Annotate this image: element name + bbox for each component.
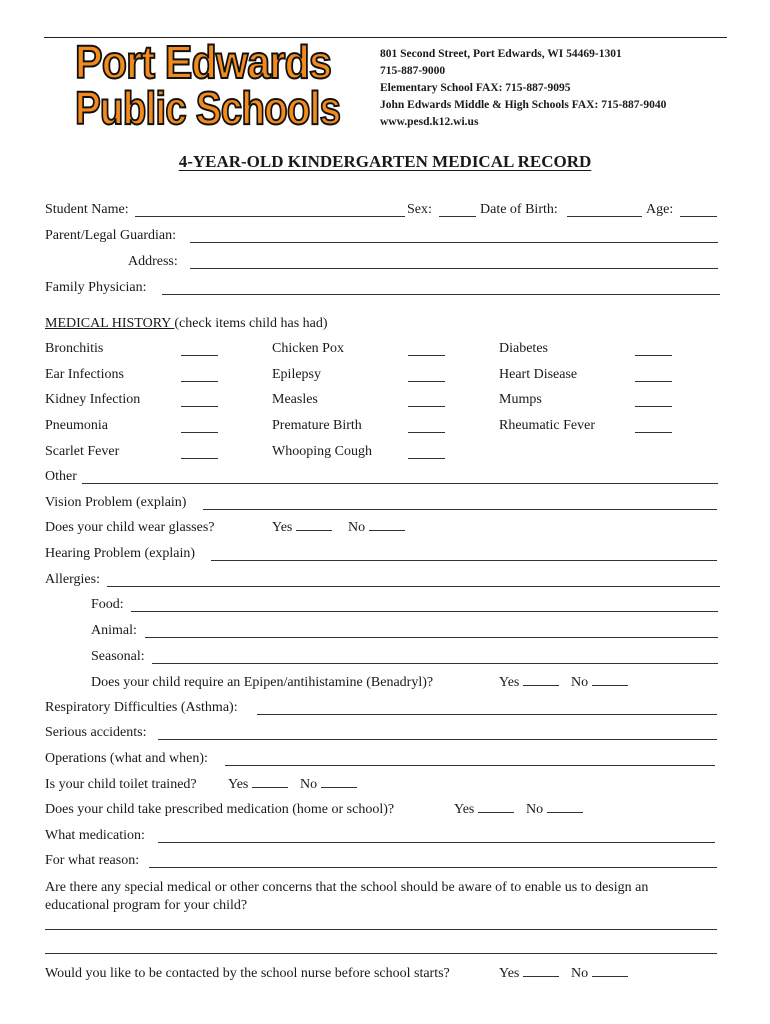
what-medication-field[interactable] — [158, 842, 715, 843]
nurse-contact-label: Would you like to be contacted by the school nurse before school starts? — [45, 966, 450, 981]
reason-field[interactable] — [149, 867, 717, 868]
animal-field[interactable] — [145, 637, 718, 638]
form-title: 4-YEAR-OLD KINDERGARTEN MEDICAL RECORD — [178, 152, 592, 171]
nurse-no[interactable]: No — [571, 966, 628, 982]
glasses-no-field[interactable] — [369, 529, 405, 531]
vision-field[interactable] — [203, 509, 717, 510]
logo-line-1: Port Edwards — [75, 36, 332, 88]
condition-check-field[interactable] — [635, 432, 672, 433]
condition-label: Chicken Pox — [272, 341, 344, 356]
website: www.pesd.k12.wi.us — [380, 116, 479, 128]
concerns-field-line-1[interactable] — [45, 929, 717, 930]
medication-yes[interactable]: Yes — [454, 802, 514, 818]
condition-label: Kidney Infection — [45, 392, 141, 407]
medication-question-label: Does your child take prescribed medication (home or school)? — [45, 802, 395, 817]
operations-label: Operations (what and when): — [45, 751, 208, 766]
address-line: 801 Second Street, Port Edwards, WI 54469-1301 — [380, 48, 622, 60]
phone-line: 715-887-9000 — [380, 65, 446, 77]
concerns-question-line-2: educational program for your child? — [45, 898, 248, 913]
dob-label: Date of Birth: — [480, 202, 558, 217]
condition-label: Scarlet Fever — [45, 444, 120, 459]
seasonal-field[interactable] — [152, 663, 718, 664]
guardian-label: Parent/Legal Guardian: — [45, 228, 177, 243]
condition-label: Pneumonia — [45, 418, 108, 433]
vision-label: Vision Problem (explain) — [45, 495, 187, 510]
address-field[interactable] — [190, 268, 718, 269]
epipen-yes-field[interactable] — [523, 684, 559, 686]
glasses-label: Does your child wear glasses? — [45, 520, 215, 535]
school-logo — [75, 36, 350, 134]
hearing-field[interactable] — [211, 560, 717, 561]
age-label: Age: — [646, 202, 674, 217]
operations-field[interactable] — [225, 765, 715, 766]
concerns-question-line-1: Are there any special medical or other concerns that the school should be aware of to enable us to design an — [45, 880, 649, 895]
medication-no[interactable]: No — [526, 802, 583, 818]
condition-check-field[interactable] — [181, 458, 218, 459]
elementary-fax: Elementary School FAX: 715-887-9095 — [380, 82, 571, 94]
epipen-label: Does your child require an Epipen/antihistamine (Benadryl)? — [91, 675, 434, 690]
condition-check-field[interactable] — [181, 432, 218, 433]
sex-label: Sex: — [407, 202, 432, 217]
condition-label: Epilepsy — [272, 367, 321, 382]
condition-check-field[interactable] — [408, 381, 445, 382]
respiratory-field[interactable] — [257, 714, 717, 715]
sex-field[interactable] — [439, 216, 476, 217]
animal-label: Animal: — [91, 623, 137, 638]
toilet-yes-field[interactable] — [252, 786, 288, 788]
age-field[interactable] — [680, 216, 717, 217]
medication-yes-field[interactable] — [478, 811, 514, 813]
student-name-label: Student Name: — [45, 202, 129, 217]
toilet-label: Is your child toilet trained? — [45, 777, 197, 792]
allergies-label: Allergies: — [45, 572, 100, 587]
condition-check-field[interactable] — [181, 355, 218, 356]
condition-check-field[interactable] — [181, 381, 218, 382]
condition-check-field[interactable] — [408, 432, 445, 433]
condition-check-field[interactable] — [408, 406, 445, 407]
food-field[interactable] — [131, 611, 718, 612]
toilet-no-field[interactable] — [321, 786, 357, 788]
allergies-field[interactable] — [107, 586, 720, 587]
condition-label: Ear Infections — [45, 367, 124, 382]
nurse-yes-field[interactable] — [523, 975, 559, 977]
medical-history-heading: MEDICAL HISTORY (check items child has had) — [45, 316, 328, 331]
physician-label: Family Physician: — [45, 280, 147, 295]
condition-label: Mumps — [499, 392, 542, 407]
medication-no-field[interactable] — [547, 811, 583, 813]
condition-label: Premature Birth — [272, 418, 362, 433]
nurse-no-field[interactable] — [592, 975, 628, 977]
what-medication-label: What medication: — [45, 828, 145, 843]
respiratory-label: Respiratory Difficulties (Asthma): — [45, 700, 238, 715]
other-field[interactable] — [82, 483, 718, 484]
concerns-field-line-2[interactable] — [45, 953, 717, 954]
epipen-no-field[interactable] — [592, 684, 628, 686]
toilet-no[interactable]: No — [300, 777, 357, 793]
accidents-field[interactable] — [158, 739, 717, 740]
condition-check-field[interactable] — [181, 406, 218, 407]
condition-label: Whooping Cough — [272, 444, 372, 459]
middle-high-fax: John Edwards Middle & High Schools FAX: 715-887-9040 — [380, 99, 667, 111]
condition-label: Diabetes — [499, 341, 548, 356]
reason-label: For what reason: — [45, 853, 140, 868]
condition-label: Measles — [272, 392, 318, 407]
toilet-yes[interactable]: Yes — [228, 777, 288, 793]
contact-block — [380, 46, 666, 131]
glasses-yes[interactable]: Yes — [272, 520, 332, 536]
condition-label: Heart Disease — [499, 367, 578, 382]
dob-field[interactable] — [567, 216, 642, 217]
epipen-no[interactable]: No — [571, 675, 628, 691]
accidents-label: Serious accidents: — [45, 725, 147, 740]
physician-field[interactable] — [162, 294, 720, 295]
condition-check-field[interactable] — [635, 355, 672, 356]
logo-line-2: Public Schools — [75, 82, 341, 134]
condition-check-field[interactable] — [408, 355, 445, 356]
condition-check-field[interactable] — [408, 458, 445, 459]
condition-check-field[interactable] — [635, 406, 672, 407]
hearing-label: Hearing Problem (explain) — [45, 546, 196, 561]
nurse-yes[interactable]: Yes — [499, 966, 559, 982]
food-label: Food: — [91, 597, 124, 612]
epipen-yes[interactable]: Yes — [499, 675, 559, 691]
condition-label: Rheumatic Fever — [499, 418, 596, 433]
seasonal-label: Seasonal: — [91, 649, 145, 664]
glasses-no[interactable]: No — [348, 520, 405, 536]
condition-label: Bronchitis — [45, 341, 104, 356]
student-name-field[interactable] — [135, 216, 405, 217]
guardian-field[interactable] — [190, 242, 718, 243]
glasses-yes-field[interactable] — [296, 529, 332, 531]
condition-check-field[interactable] — [635, 381, 672, 382]
other-label: Other — [45, 469, 77, 484]
address-label: Address: — [128, 254, 178, 269]
